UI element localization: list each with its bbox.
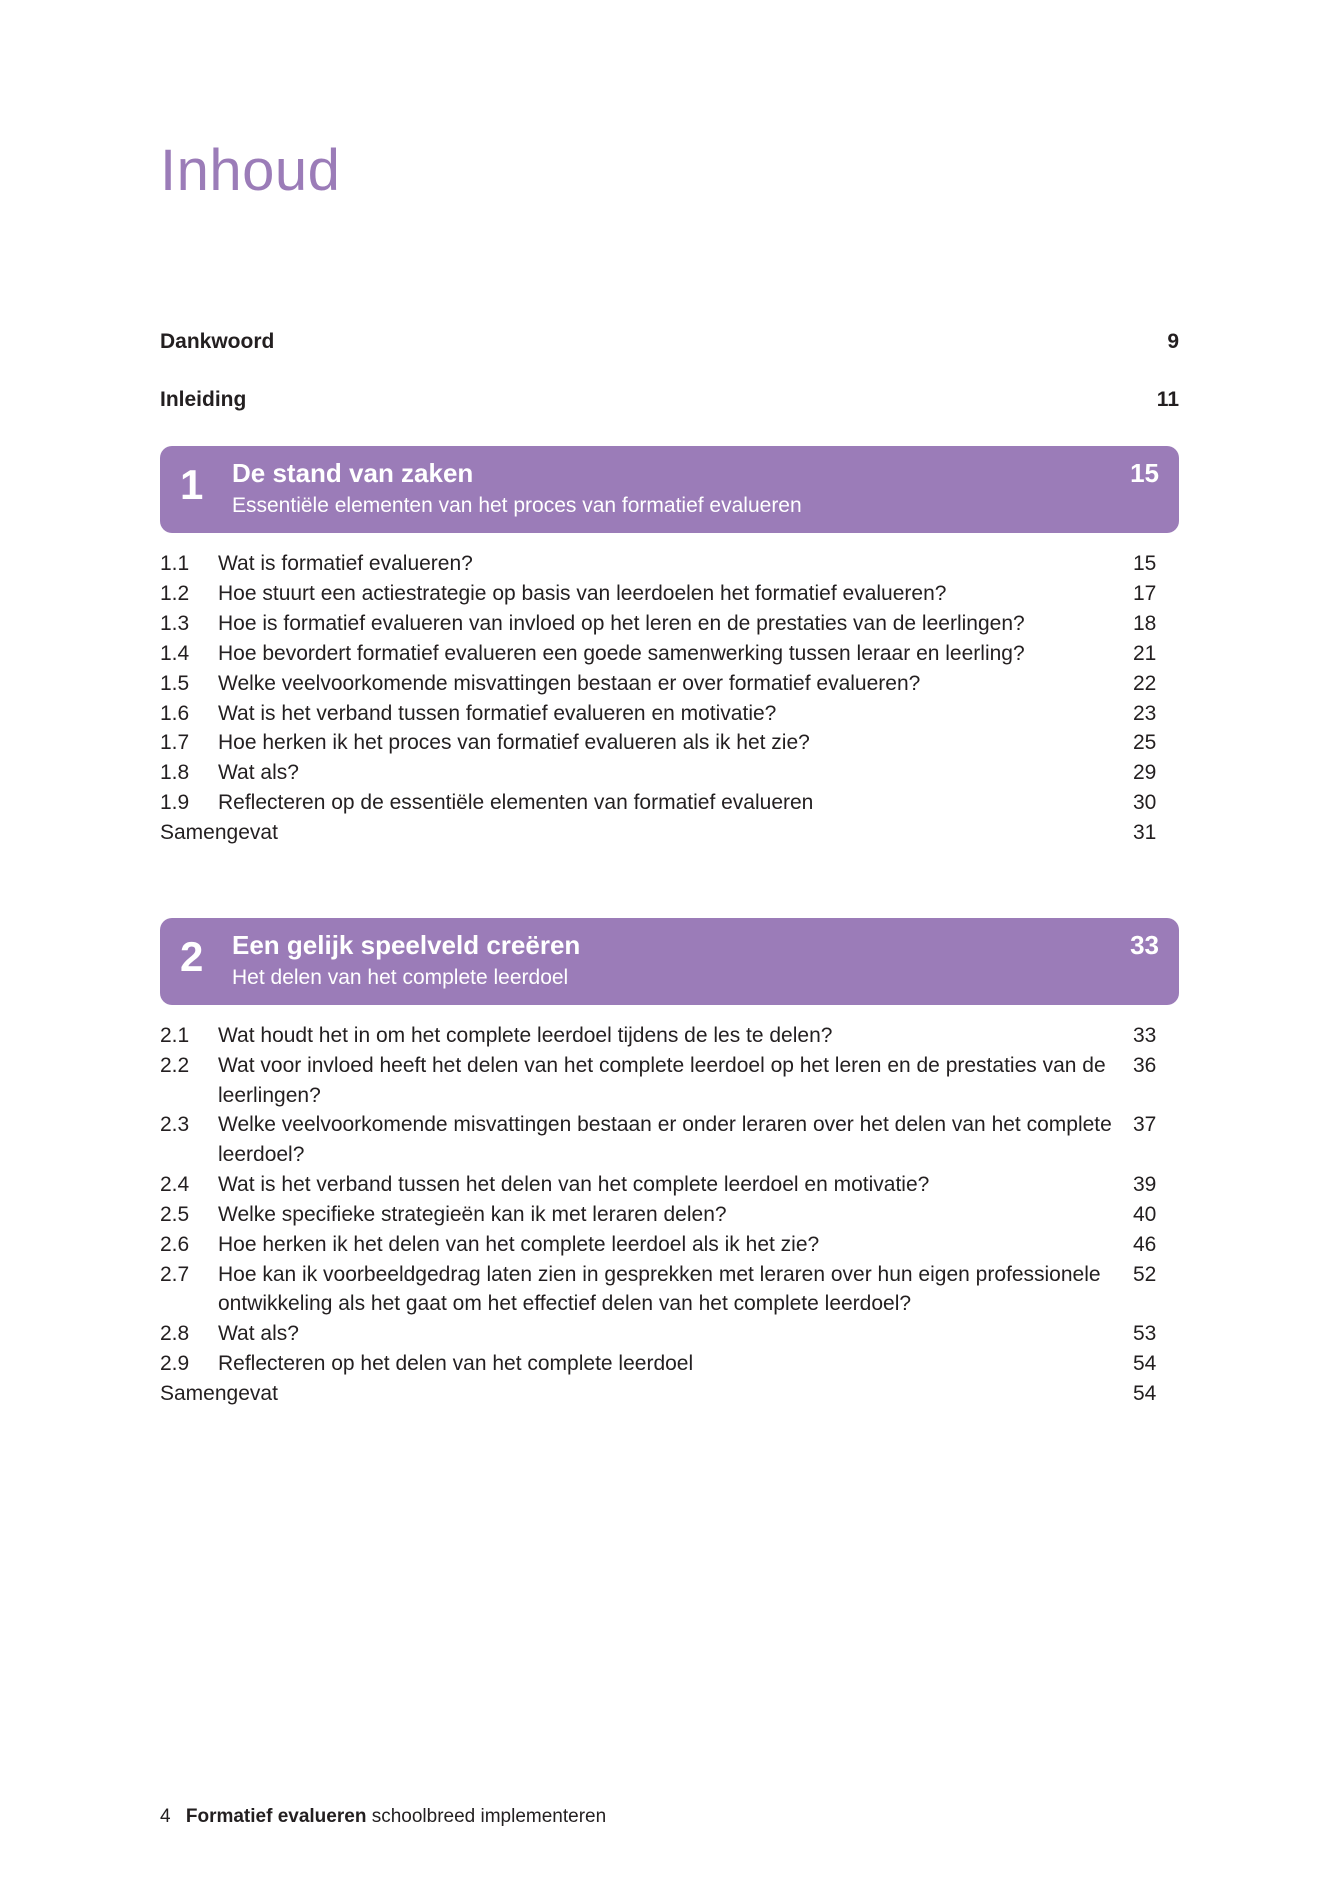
toc-page-number: 31	[1133, 820, 1157, 844]
toc-number: 1.5	[160, 671, 190, 695]
front-matter-label: Dankwoord	[160, 330, 275, 353]
toc-number: 1.2	[160, 582, 190, 606]
toc-label: Reflecteren op de essentiële elementen van formatief evalueren	[218, 790, 814, 814]
toc-page-number: 25	[1133, 731, 1157, 755]
chapter-header-1[interactable]	[160, 446, 1179, 533]
toc-number: 2.5	[160, 1202, 190, 1226]
toc-row[interactable]	[160, 788, 1179, 818]
chapter-page: 33	[1130, 929, 1159, 960]
toc-row-summary[interactable]	[160, 1379, 1179, 1409]
toc-label: Wat is het verband tussen formatief evalueren en motivatie?	[218, 701, 777, 725]
toc-number: 2.2	[160, 1053, 190, 1077]
footer-book-title-rest: schoolbreed implementeren	[371, 1806, 607, 1827]
toc-row[interactable]	[160, 1319, 1179, 1349]
toc-row[interactable]	[160, 728, 1179, 758]
toc-label: Reflecteren op het delen van het complete leerdoel	[218, 1351, 694, 1375]
toc-page-number: 30	[1133, 790, 1157, 814]
front-matter-list	[160, 330, 1179, 412]
toc-row[interactable]	[160, 579, 1179, 609]
toc-page-number: 17	[1133, 582, 1157, 606]
toc-number: 2.6	[160, 1232, 190, 1256]
toc-number: 2.4	[160, 1173, 190, 1197]
toc-label: Welke specifieke strategieën kan ik met leraren delen?	[218, 1202, 727, 1226]
toc-page-number: 22	[1133, 671, 1157, 695]
chapter-number: 2	[180, 932, 204, 980]
toc-page-number: 37	[1133, 1113, 1157, 1137]
chapter-page: 15	[1130, 458, 1159, 488]
toc-row[interactable]	[160, 1170, 1179, 1200]
toc-label: Hoe herken ik het proces van formatief evalueren als ik het zie?	[218, 731, 810, 755]
chapter-subtitle: Het delen van het complete leerdoel	[232, 965, 569, 989]
toc-label: Hoe herken ik het delen van het complete leerdoel als ik het zie?	[218, 1232, 820, 1256]
toc-row[interactable]	[160, 699, 1179, 729]
toc-number: 1.4	[160, 641, 190, 665]
footer-page-number: 4	[160, 1806, 171, 1827]
toc-label: Wat als?	[218, 1322, 299, 1346]
chapter-number: 1	[180, 461, 204, 508]
toc-row[interactable]	[160, 758, 1179, 788]
front-matter-page: 9	[1167, 330, 1179, 353]
toc-entries-2	[160, 1021, 1179, 1409]
chapter-block-2	[160, 918, 1179, 1409]
page-footer	[160, 1806, 606, 1828]
toc-page-number: 36	[1133, 1053, 1157, 1077]
page-title: Inhoud	[160, 138, 341, 203]
toc-label: Wat is formatief evalueren?	[218, 552, 473, 576]
toc-row[interactable]	[160, 1110, 1179, 1170]
toc-page-number: 54	[1133, 1381, 1157, 1405]
toc-row[interactable]	[160, 639, 1179, 669]
toc-row[interactable]	[160, 1021, 1179, 1051]
toc-row[interactable]	[160, 1230, 1179, 1260]
toc-page-number: 46	[1133, 1232, 1157, 1256]
toc-number: 2.7	[160, 1262, 190, 1286]
toc-number: 2.8	[160, 1322, 190, 1346]
front-matter-row-dankwoord[interactable]	[160, 330, 1179, 354]
section-spacer	[160, 848, 1179, 910]
toc-label: Welke veelvoorkomende misvattingen bestaan er onder leraren over het delen van het complete leerdoel?	[218, 1113, 1112, 1167]
toc-page-number: 15	[1133, 552, 1157, 576]
toc-page-number: 33	[1133, 1024, 1157, 1047]
footer-book-title-bold: Formatief evalueren	[185, 1806, 372, 1827]
toc-page-number: 54	[1133, 1351, 1157, 1375]
toc-label: Hoe stuurt een actiestrategie op basis van leerdoelen het formatief evalueren?	[218, 582, 947, 606]
chapter-header-2[interactable]	[160, 918, 1179, 1005]
toc-number: 2.9	[160, 1351, 190, 1375]
toc-page-number: 21	[1133, 641, 1157, 665]
toc-entries-1	[160, 549, 1179, 847]
toc-page-number: 18	[1133, 612, 1157, 636]
toc-page-number: 52	[1133, 1262, 1157, 1286]
toc-label: Hoe kan ik voorbeeldgedrag laten zien in gesprekken met leraren over hun eigen professionele ontwikkeling als het gaat om het effectief delen van het complete leerdoel?	[218, 1262, 1101, 1316]
toc-row[interactable]	[160, 1260, 1179, 1320]
toc-label: Wat houdt het in om het complete leerdoel tijdens de les te delen?	[218, 1024, 833, 1047]
toc-number: 1.9	[160, 790, 190, 814]
toc-number: 1.8	[160, 761, 190, 785]
toc-row[interactable]	[160, 1051, 1179, 1111]
toc-label: Wat als?	[218, 761, 299, 785]
toc-number: 2.1	[160, 1024, 190, 1047]
toc-label: Hoe bevordert formatief evalueren een goede samenwerking tussen leraar en leerling?	[218, 641, 1025, 665]
toc-number: 1.7	[160, 731, 190, 755]
toc-page-number: 23	[1133, 701, 1157, 725]
chapter-subtitle: Essentiële elementen van het proces van formatief evalueren	[232, 494, 802, 518]
toc-row[interactable]	[160, 1200, 1179, 1230]
toc-row[interactable]	[160, 669, 1179, 699]
front-matter-label: Inleiding	[160, 388, 247, 411]
toc-row[interactable]	[160, 1349, 1179, 1379]
toc-label: Wat voor invloed heeft het delen van het complete leerdoel op het leren en de prestaties van de leerlingen?	[218, 1053, 1106, 1107]
toc-label: Welke veelvoorkomende misvattingen bestaan er over formatief evalueren?	[218, 671, 921, 695]
chapter-title: De stand van zaken	[232, 458, 474, 488]
toc-row[interactable]	[160, 549, 1179, 579]
toc-number: 1.3	[160, 612, 190, 636]
toc-label: Samengevat	[160, 820, 278, 844]
toc-row[interactable]	[160, 609, 1179, 639]
chapter-title: Een gelijk speelveld creëren	[232, 929, 581, 960]
toc-label: Hoe is formatief evalueren van invloed op het leren en de prestaties van de leerlingen?	[218, 612, 1025, 636]
toc-label: Samengevat	[160, 1381, 278, 1405]
front-matter-row-inleiding[interactable]	[160, 388, 1179, 412]
chapter-block-1	[160, 446, 1179, 848]
toc-page-number: 39	[1133, 1173, 1157, 1197]
toc-label: Wat is het verband tussen het delen van het complete leerdoel en motivatie?	[218, 1173, 930, 1197]
toc-page-number: 53	[1133, 1322, 1157, 1346]
toc-page-number: 40	[1133, 1202, 1157, 1226]
toc-number: 2.3	[160, 1113, 190, 1137]
toc-page-number: 29	[1133, 761, 1157, 785]
toc-number: 1.6	[160, 701, 190, 725]
front-matter-page: 11	[1156, 388, 1179, 411]
toc-row-summary[interactable]	[160, 818, 1179, 848]
toc-number: 1.1	[160, 552, 190, 576]
